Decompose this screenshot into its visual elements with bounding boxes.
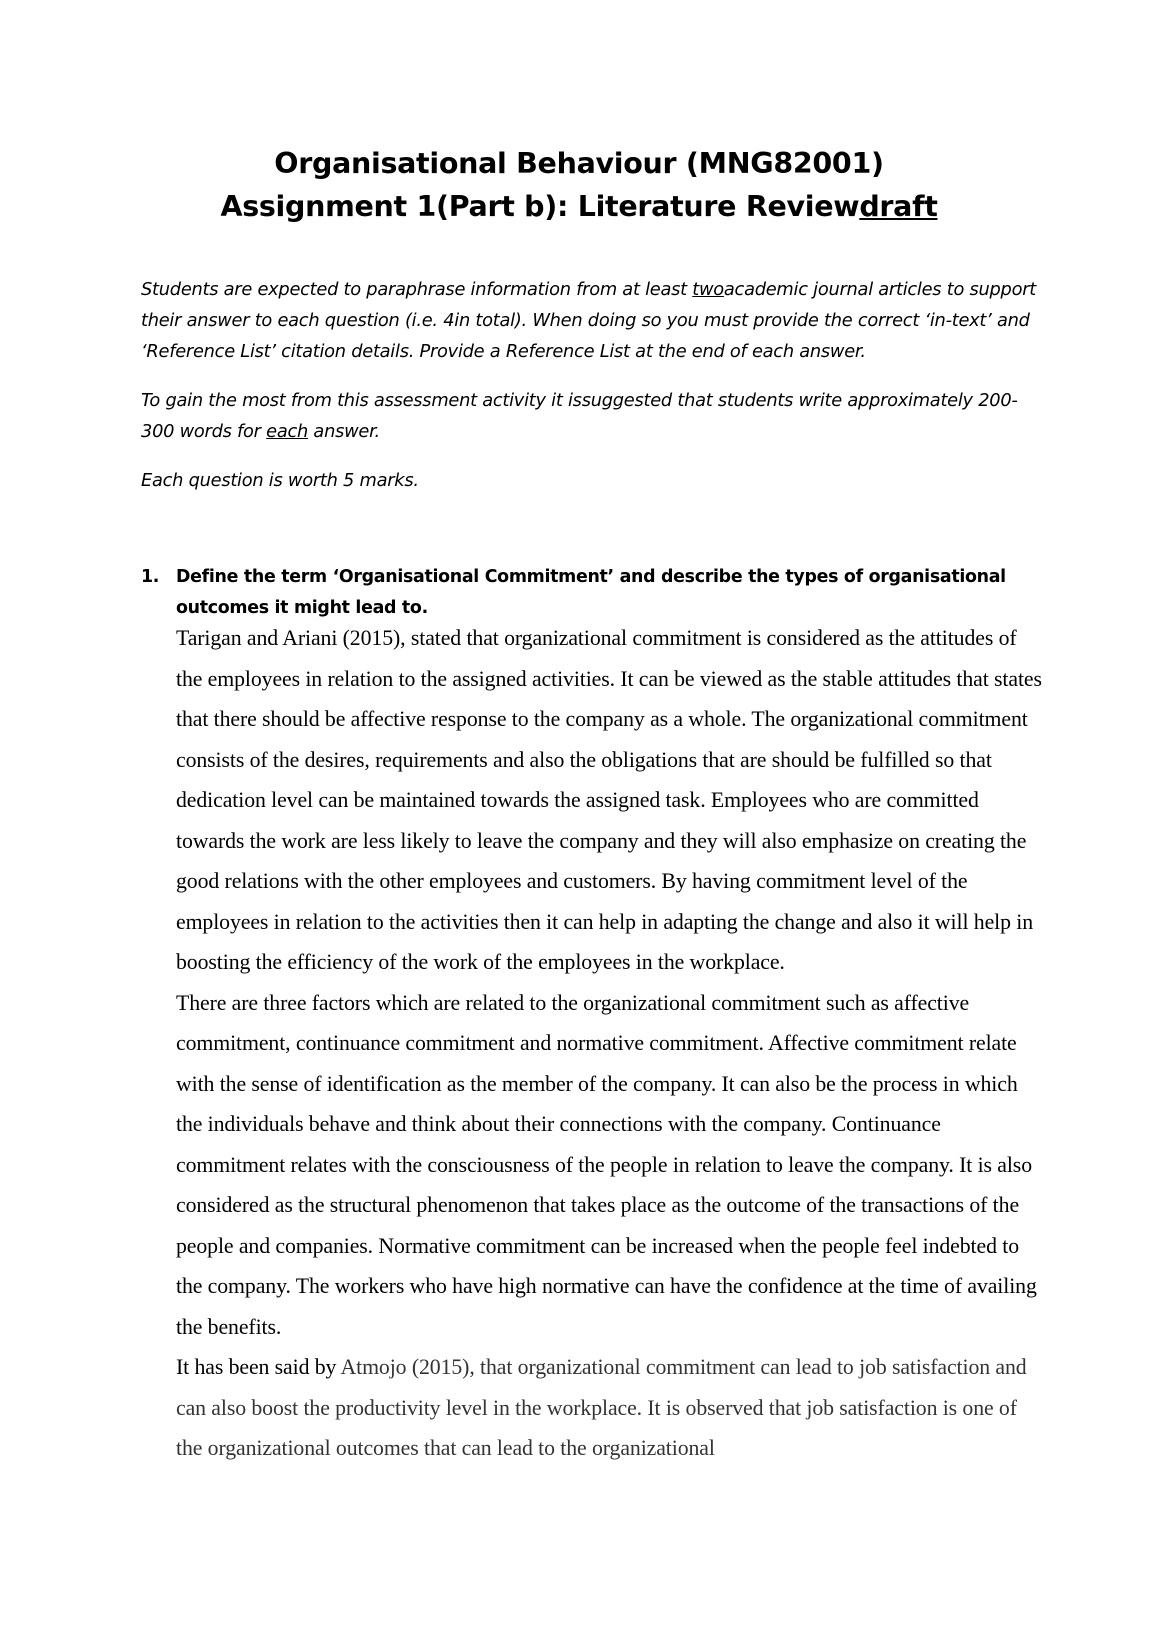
instructions-paragraph-3: Each question is worth 5 marks. bbox=[141, 470, 419, 491]
instructions bbox=[141, 274, 1041, 514]
answer-1-p3-part-a: It has been said by bbox=[176, 1355, 341, 1379]
instructions-paragraph-1 bbox=[141, 274, 1041, 367]
answer-1-paragraph-3 bbox=[176, 1347, 1046, 1469]
instructions-p2-part-b: answer. bbox=[308, 421, 380, 442]
document-title bbox=[0, 142, 1158, 228]
title-line-2 bbox=[0, 185, 1158, 228]
title-line-1: Organisational Behaviour (MNG82001) bbox=[274, 147, 884, 180]
instructions-paragraph-2 bbox=[141, 385, 1041, 447]
instructions-p1-part-b: academic journal articles to support their answer to each question (i.e. 4in total). When doing so you must provide the correct ‘in-text’ and ‘Reference List’ citation details. Provide a Reference List at the end of each answer. bbox=[141, 279, 1036, 362]
instructions-p1-part-a: Students are expected to paraphrase information from at least bbox=[141, 279, 693, 300]
title-draft-underlined: draft bbox=[859, 190, 938, 223]
answer-1-p3-part-b: Atmojo (2015), that organizational commitment can lead to job satisfaction and can also boost the productivity level in the workplace. It is observed that job satisfaction is one of the organizational outcomes that can lead to the organizational bbox=[176, 1355, 1027, 1460]
title-line-2-main: Assignment 1(Part b): Literature Review bbox=[220, 190, 860, 223]
question-1-text: Define the term ‘Organisational Commitment’ and describe the types of organisational outcomes it might lead to. bbox=[176, 567, 1006, 618]
instructions-p1-underlined: two bbox=[692, 279, 724, 300]
answer-1 bbox=[176, 618, 1046, 1469]
answer-1-paragraph-1: Tarigan and Ariani (2015), stated that organizational commitment is considered as the attitudes of the employees in relation to the assigned activities. It can be viewed as the stable attitudes that states that there should be affective response to the company as a whole. The organizational commitment consists of the desires, requirements and also the obligations that are should be fulfilled so that dedication level can be maintained towards the assigned task. Employees who are committed towards the work are less likely to leave the company and they will also emphasize on creating the good relations with the other employees and customers. By having commitment level of the employees in relation to the activities then it can help in adapting the change and also it will help in boosting the efficiency of the work of the employees in the workplace. bbox=[176, 626, 1042, 974]
instructions-p2-part-a: To gain the most from this assessment activity it issuggested that students write approximately 200-300 words for bbox=[141, 390, 1018, 442]
question-1 bbox=[141, 562, 1041, 624]
answer-1-paragraph-2: There are three factors which are related to the organizational commitment such as affective commitment, continuance commitment and normative commitment. Affective commitment relate with the sense of identification as the member of the company. It can also be the process in which the individuals behave and think about their connections with the company. Continuance commitment relates with the consciousness of the people in relation to leave the company. It is also considered as the structural phenomenon that takes place as the outcome of the transactions of the people and companies. Normative commitment can be increased when the people feel indebted to the company. The workers who have high normative can have the confidence at the time of availing the benefits. bbox=[176, 990, 1037, 1339]
instructions-p2-underlined: each bbox=[266, 421, 309, 442]
question-1-number: 1. bbox=[141, 567, 160, 587]
